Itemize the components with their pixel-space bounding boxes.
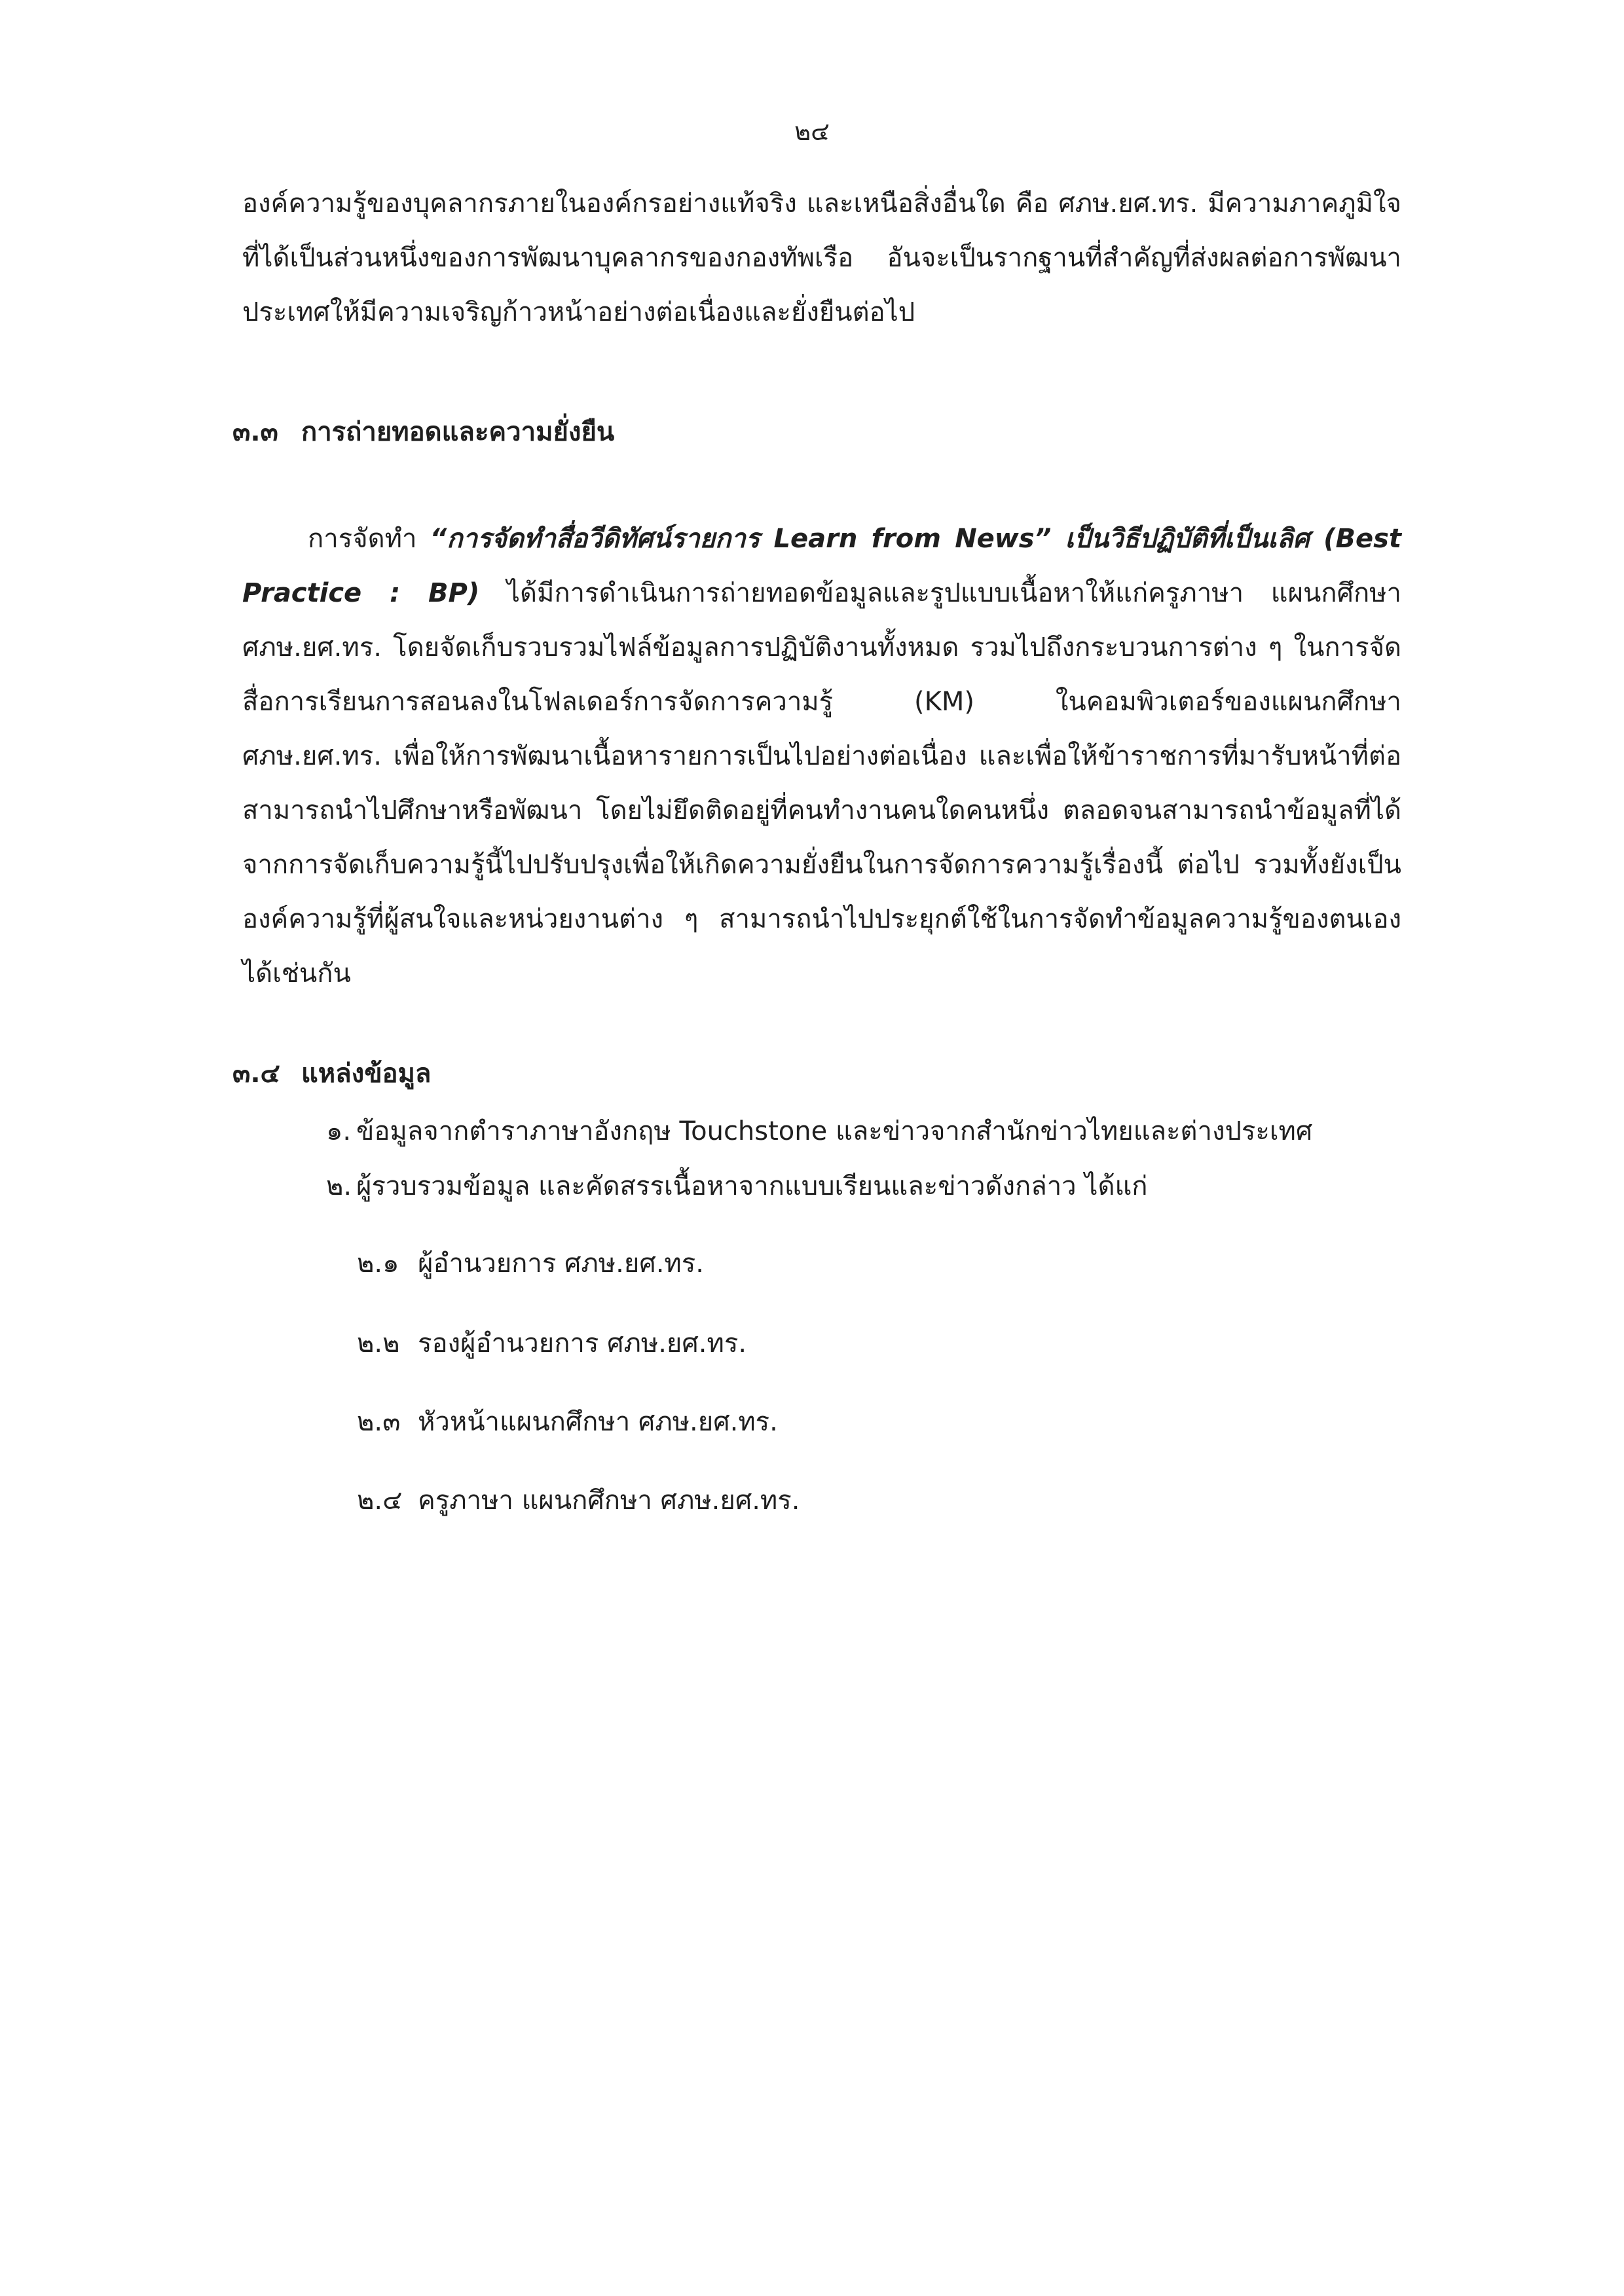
section-3-3-lead: การจัดทำ — [308, 524, 430, 554]
contributor-number: ๒.๒ — [357, 1328, 400, 1358]
contributor-text: ผู้อำนวยการ ศภษ.ยศ.ทร. — [418, 1248, 704, 1279]
contributor-number: ๒.๔ — [357, 1485, 403, 1516]
section-3-3-body: ได้มีการดำเนินการถ่ายทอดข้อมูลและรูปแบบเนื้อหาให้แก่ครูภาษา แผนกศึกษา ศภษ.ยศ.ทร. โดยจัดเก็บรวบรวมไฟล์ข้อมูลการปฏิบัติงานทั้งหมด รวมไปถึงกระบวนการต่าง ๆ ในการจัดสื่อการเรียนการสอนลงในโฟลเดอร์การจัดการความรู้ (KM) ในคอมพิวเตอร์ของแผนกศึกษา ศภษ.ยศ.ทร. เพื่อให้การพัฒนาเนื้อหารายการเป็นไปอย่างต่อเนื่อง และเพื่อให้ข้าราชการที่มารับหน้าที่ต่อสามารถนำไปศึกษาหรือพัฒนา โดยไม่ยึดติดอยู่ที่คนทำงานคนใดคนหนึ่ง ตลอดจนสามารถนำข้อมูลที่ได้จากการจัดเก็บความรู้นี้ไปปรับปรุงเพื่อให้เกิดความยั่งยืนในการจัดการความรู้เรื่องนี้ ต่อไป รวมทั้งยังเป็นองค์ความรู้ที่ผู้สนใจและหน่วยงานต่าง ๆ สามารถนำไปประยุกต์ใช้ในการจัดทำข้อมูลความรู้ของตนเองได้เช่นกัน — [242, 578, 1401, 989]
contributor-text: รองผู้อำนวยการ ศภษ.ยศ.ทร. — [418, 1328, 747, 1358]
section-3-3-number: ๓.๓ — [232, 417, 278, 447]
contributor-text: ครูภาษา แผนกศึกษา ศภษ.ยศ.ทร. — [418, 1485, 800, 1516]
source-item-1 — [326, 1112, 1312, 1151]
contributor-number: ๒.๑ — [357, 1248, 399, 1279]
source-item-text: ข้อมูลจากตำราภาษาอังกฤษ Touchstone และข่าวจากสำนักข่าวไทยและต่างประเทศ — [356, 1116, 1313, 1146]
source-item-number: ๒. — [326, 1171, 352, 1201]
source-item-text: ผู้รวบรวมข้อมูล และคัดสรรเนื้อหาจากแบบเรียนและข่าวดังกล่าว ได้แก่ — [356, 1171, 1148, 1201]
contributor-item-4 — [357, 1481, 800, 1520]
contributor-number: ๒.๓ — [357, 1407, 401, 1437]
intro-paragraph: องค์ความรู้ของบุคลากรภายในองค์กรอย่างแท้จริง และเหนือสิ่งอื่นใด คือ ศภษ.ยศ.ทร. มีความภาคภูมิใจที่ได้เป็นส่วนหนึ่งของการพัฒนาบุคลากรของกองทัพเรือ อันจะเป็นรากฐานที่สำคัญที่ส่งผลต่อการพัฒนาประเทศให้มีความเจริญก้าวหน้าอย่างต่อเนื่องและยั่งยืนต่อไป — [242, 189, 1401, 327]
section-3-4-title: แหล่งข้อมูล — [301, 1059, 432, 1089]
contributor-item-1 — [357, 1244, 704, 1283]
page-number: ๒๔ — [794, 117, 830, 146]
source-item-2 — [326, 1167, 1147, 1206]
section-3-3-heading — [232, 412, 614, 452]
source-item-number: ๑. — [326, 1116, 352, 1146]
contributor-text: หัวหน้าแผนกศึกษา ศภษ.ยศ.ทร. — [418, 1407, 778, 1437]
contributor-item-3 — [357, 1402, 778, 1442]
section-3-3-title: การถ่ายทอดและความยั่งยืน — [301, 417, 615, 447]
section-3-4-number: ๓.๔ — [232, 1059, 280, 1089]
contributor-item-2 — [357, 1324, 747, 1363]
section-3-3-paragraph — [242, 512, 1401, 1001]
section-3-3-emphasis: “การจัดทำสื่อวีดิทัศน์รายการ Learn from News” เป็นวิธีปฏิบัติที่เป็นเลิศ (Best Practice : BP) — [242, 524, 1401, 608]
section-3-4-heading — [232, 1054, 431, 1093]
